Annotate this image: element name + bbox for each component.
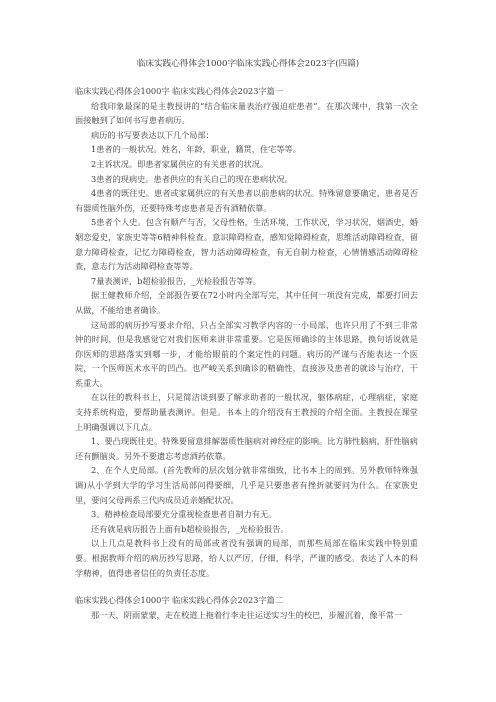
list-item: 3患者的现病史。患者供应的有关自己的现在患病状况。 bbox=[91, 173, 293, 184]
list-item: 2、在个人史局部。(首先教师的层次划分就非常细致，比书本上的周到。另外教师特殊强调)从小学到大学的学习生活局部问得要细，几乎是只要患者有挫折就要问为什么。在家族史里，要问父母两系三代内成员近亲婚配状况。 bbox=[75, 465, 418, 505]
section-heading-1: 临床实践心得体会1000字 临床实践心得体会2023字篇一 bbox=[75, 86, 284, 96]
paragraph: 这局部的病历抄写要求介绍，只占全部实习教学内容的一小局部，也许只用了不到三非常钟的时间，但是我感觉它对我们医师来讲非常重要。它是医师确诊的主体思路，换句话说就是你医师的思路落实到哪一步，才能给眼前的个案定性的问题。病历的严谨与否能表达一个医院，一个医师医术水平的凹凸。也严峻关系到确诊的精确性，直接涉及患者的就诊与治疗，干系重大。 bbox=[75, 319, 418, 388]
list-item: 4患者的既往史。患者或家属供应的有关患者以前患病的状况。特殊留意要确定，患者是否有器质性脑外伤，还要特殊考虑患者是否有酒精依靠。 bbox=[75, 188, 418, 213]
paragraph: 以上几点是教科书上没有的局部或者没有强调的局部，而那些局部在临床实践中特别重要。根据教师介绍的病历抄写思路，给人以严厉，仔细，科学，严谨的感受。表达了人本的科学精神，值得患者信任的负责任态度。 bbox=[75, 538, 418, 578]
list-item: 7量表测评，b超检验报告，_光检验报告等等。 bbox=[91, 275, 262, 286]
list-item: 3、精神检查局部要充分重视检查患者自制力有无。 bbox=[91, 509, 277, 520]
document-body bbox=[75, 84, 418, 622]
list-item: 1、要凸现既往史。特殊要留意排解器质性脑病对神经症的影响。比方肺性脑病，肝性脑病还有颤脑炎。另外不要遗忘考虑酒药依靠。 bbox=[75, 436, 418, 461]
list-item: 5患者个人史。包含有顺产与否，父母性格，生活环境，工作状况，学习状况，烟酒史，婚姻恋爱史，家族史等等6精神科检查。意识障碍检查，感知觉障碍检查，思维活动障碍检查，留意力障碍检查，记忆力障碍检查，智力活动障碍检查，有无自制力检查，心情情感活动障碍检查，意志行为活动障碍检查等等。 bbox=[75, 217, 418, 272]
list-item: 2主诉状况。即患者家属供应的有关患者的状况。 bbox=[91, 158, 269, 169]
document-title: 临床实践心得体会1000字临床实践心得体会2023字(四篇) bbox=[136, 59, 360, 69]
paragraph: 还有就是病历报告上面有b超检验报告，_光检验报告。 bbox=[91, 523, 289, 534]
paragraph: 病历的书写要表达以下几个局部： bbox=[91, 129, 214, 140]
list-item: 1患者的一般状况。姓名，年龄，职业，籍贯，住宅等等。 bbox=[91, 144, 301, 155]
paragraph: 据王健教师介绍，全部报告要在72小时内全部写完，其中任何一项没有完成，都要打回去从做，不能给患者确诊。 bbox=[75, 290, 418, 315]
paragraph: 给我印象最深的是主教授讲的“结合临床量表治疗强迫症患者”。在那次课中，我第一次全面接触到了如何书写患者病历。 bbox=[75, 100, 418, 126]
paragraph: 在以往的教科书上，只是简洁谈到要了解求助者的一般状况，躯体病症，心理病症，家庭支持系统构造，要帮助量表测评。但是。书本上的介绍没有王教授的介绍全面。主教授在课堂上明确强调以下几点。 bbox=[75, 392, 418, 432]
paragraph: 那一天，阴雨蒙蒙，走在校道上拖着行李走往运送实习生的校巴，步履沉着，像平常一 bbox=[91, 609, 403, 620]
section-heading-2: 临床实践心得体会1000字 临床实践心得体会2023字篇二 bbox=[75, 595, 284, 606]
